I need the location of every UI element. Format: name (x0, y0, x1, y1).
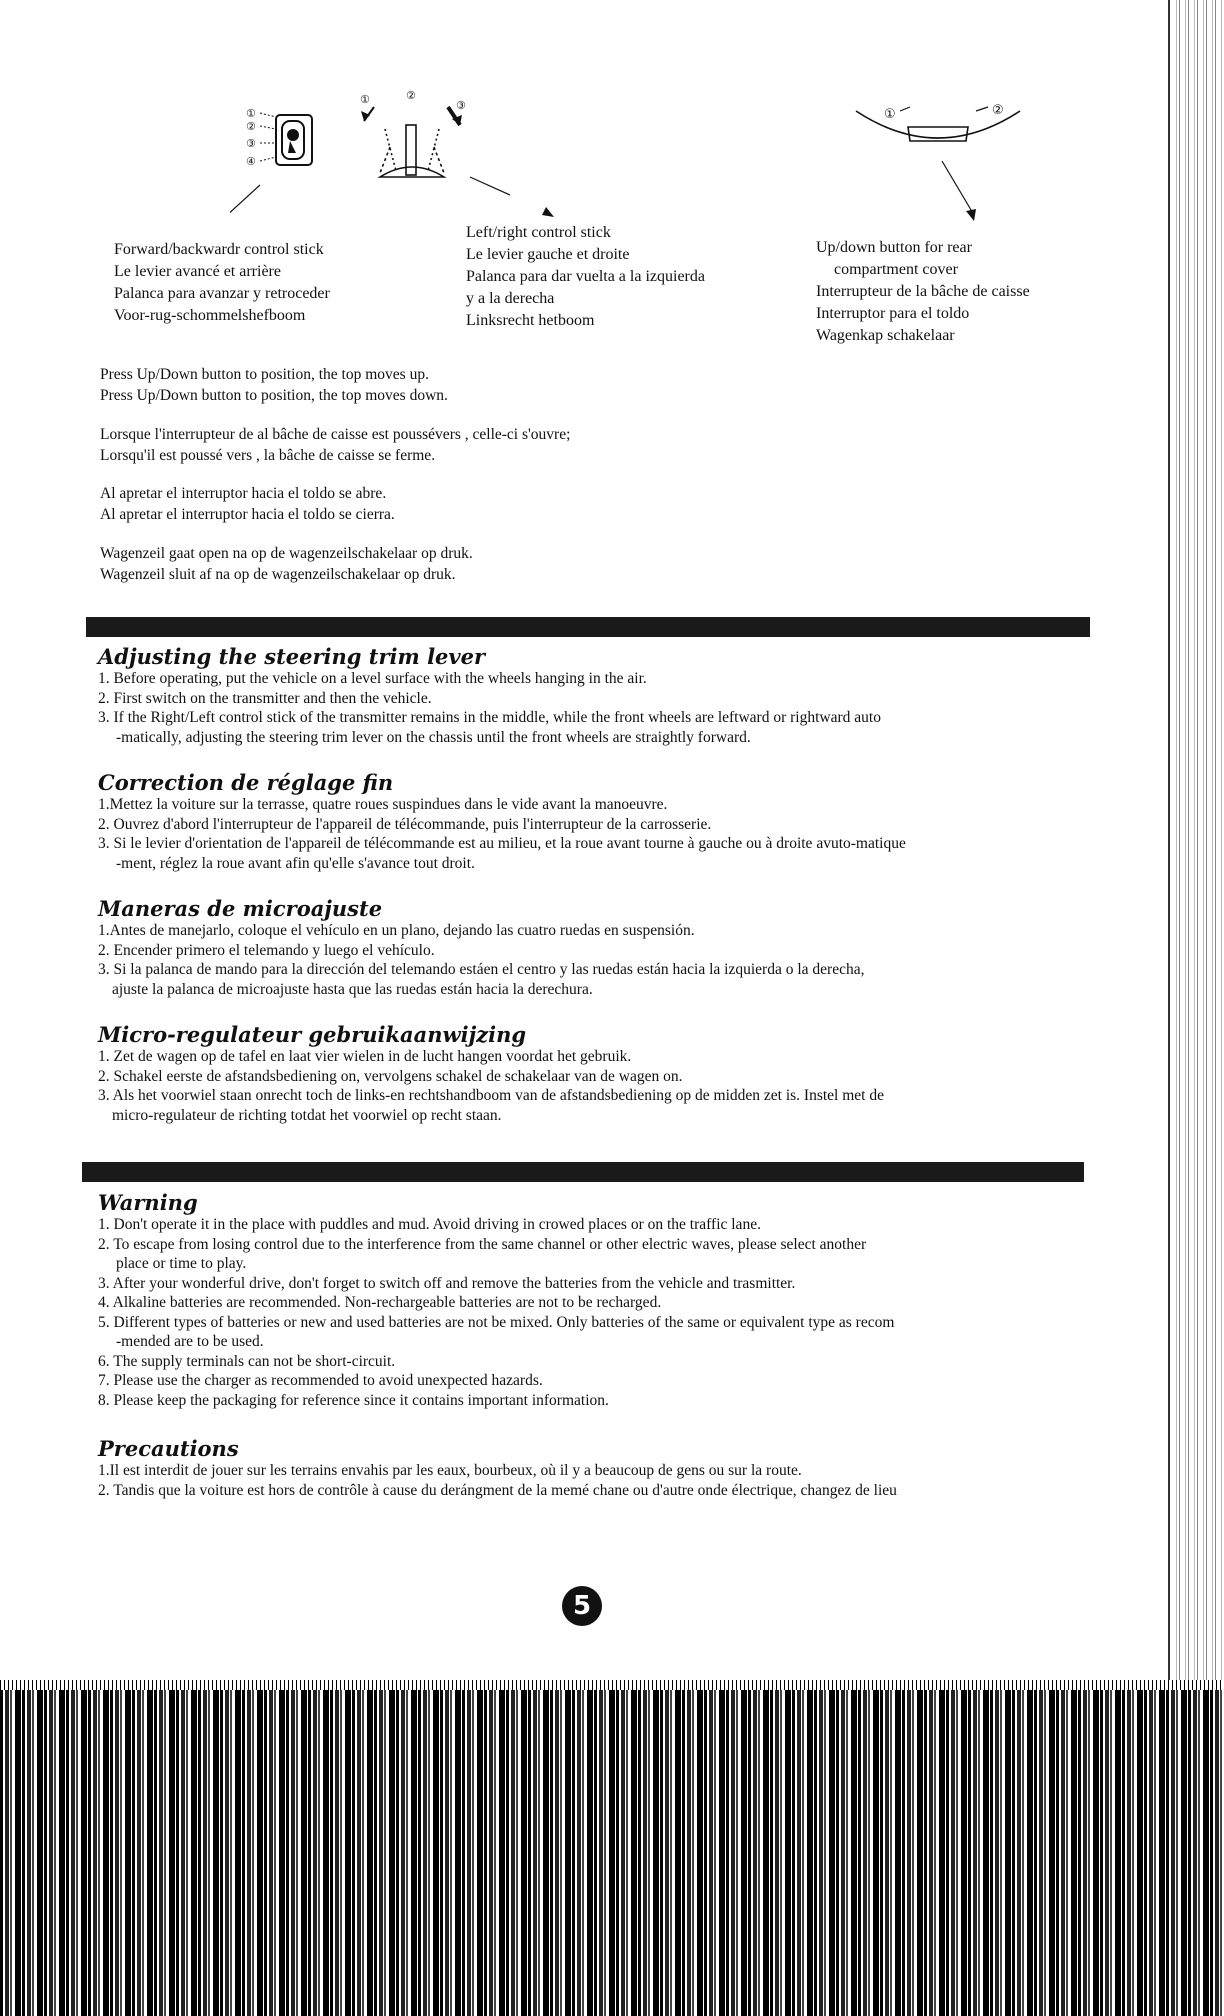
text-line: Wagenzeil gaat open na op de wagenzeilschakelaar op druk. (100, 545, 473, 562)
list-item: 3. Si la palanca de mando para la dirección del telemando estáen el centro y las ruedas están hacia la izquierda o la derecha, (98, 961, 865, 978)
instructions-en (100, 364, 448, 406)
trim-es-section (98, 896, 864, 999)
list-item: -mended are to be used. (116, 1333, 264, 1350)
list-item: micro-regulateur de richting totdat het voorwiel op recht staan. (112, 1106, 502, 1124)
list-item: 2. Ouvrez d'abord l'interrupteur de l'appareil de télécommande, puis l'interrupteur de la carrosserie. (98, 815, 712, 833)
section-heading: Warning (98, 1190, 198, 1215)
svg-text:③: ③ (456, 99, 466, 112)
list-item: ajuste la palanca de microajuste hasta que las ruedas están hacia la derechura. (112, 980, 593, 998)
list-item: 2. First switch on the transmitter and then the vehicle. (98, 689, 432, 707)
svg-text:①: ① (884, 107, 896, 122)
text-line: y a la derecha (466, 290, 555, 307)
list-item: 2. Encender primero el telemando y luego el vehículo. (98, 941, 435, 959)
list-item: 6. The supply terminals can not be short-circuit. (98, 1352, 396, 1370)
section-heading: Precautions (98, 1436, 239, 1461)
list-item: 4. Alkaline batteries are recommended. Non-rechargeable batteries are not to be recharged. (98, 1294, 662, 1311)
list-item: 1. Don't operate it in the place with puddles and mud. Avoid driving in crowed places or on the traffic lane. (98, 1216, 761, 1233)
list-item: 5. Different types of batteries or new and used batteries are not be mixed. Only batteries of the same or equivalent type as recom (98, 1313, 895, 1331)
controller-illustration (230, 85, 510, 235)
text-line: Voor-rug-schommelshefboom (114, 307, 306, 324)
text-line: compartment cover (834, 261, 958, 278)
text-line: Press Up/Down button to position, the top moves up. (100, 366, 429, 383)
instructions-fr (100, 424, 570, 466)
instructions-es (100, 483, 395, 525)
svg-text:②: ② (406, 89, 416, 102)
section-divider (86, 617, 1090, 637)
list-item: -ment, réglez la roue avant afin qu'elle s'avance tout droit. (116, 854, 475, 872)
list-item: 3. Si le levier d'orientation de l'appareil de télécommande est au milieu, et la roue avant tourne à gauche ou à droite avuto-matique (98, 835, 906, 852)
list-item: 3. After your wonderful drive, don't forget to switch off and remove the batteries from the vehicle and trasmitter. (98, 1274, 796, 1292)
updown-button-illustration (848, 95, 1028, 230)
svg-text:①: ① (360, 93, 370, 106)
list-item: 2. To escape from losing control due to the interference from the same channel or other electric waves, please select another (98, 1235, 867, 1253)
section-divider (82, 1162, 1084, 1182)
scan-edge-line (1168, 0, 1170, 1700)
list-item: -matically, adjusting the steering trim lever on the chassis until the front wheels are straightly forward. (116, 728, 751, 746)
warning-section (98, 1190, 894, 1410)
page-number: 5 (562, 1586, 602, 1626)
precautions-section (98, 1436, 897, 1500)
text-line: Interruptor para el toldo (816, 305, 970, 322)
section-heading: Maneras de microajuste (98, 896, 383, 921)
lr-stick-label (466, 222, 705, 332)
list-item: 1.Il est interdit de jouer sur les terrains envahis par les eaux, bourbeux, où il y a beaucoup de gens ou sur la route. (98, 1462, 802, 1479)
trim-fr-section (98, 770, 906, 873)
text-line: Up/down button for rear (816, 239, 972, 256)
updown-button-label (816, 237, 1030, 347)
list-item: place or time to play. (116, 1255, 247, 1272)
section-heading: Correction de réglage fin (98, 770, 394, 795)
text-line: Forward/backwardr control stick (114, 241, 324, 258)
text-line: Left/right control stick (466, 224, 611, 241)
list-item: 3. Als het voorwiel staan onrecht toch de links-en rechtshandboom van de afstandsbediening op de midden zet is. Instel met de (98, 1087, 884, 1104)
list-item: 7. Please use the charger as recommended to avoid unexpected hazards. (98, 1372, 543, 1389)
list-item: 2. Tandis que la voiture est hors de contrôle à cause du derángment de la memé chane ou d'autre onde électrique, changez de lieu (98, 1481, 897, 1499)
text-line: Wagenzeil sluit af na op de wagenzeilschakelaar op druk. (100, 566, 456, 583)
svg-text:①: ① (246, 107, 256, 120)
trim-nl-section (98, 1022, 884, 1125)
list-item: 1.Mettez la voiture sur la terrasse, quatre roues suspindues dans le vide avant la manoeuvre. (98, 796, 668, 813)
text-line: Al apretar el interruptor hacia el toldo se cierra. (100, 506, 395, 523)
text-line: Le levier avancé et arrière (114, 263, 281, 280)
fb-stick-label (114, 239, 330, 327)
text-line: Palanca para dar vuelta a la izquierda (466, 268, 705, 285)
section-heading: Adjusting the steering trim lever (98, 644, 486, 669)
text-line: Palanca para avanzar y retroceder (114, 285, 330, 302)
text-line: Linksrecht hetboom (466, 312, 595, 329)
text-line: Lorsqu'il est poussé vers , la bâche de caisse se ferme. (100, 447, 436, 464)
trim-en-section (98, 644, 881, 747)
svg-text:②: ② (992, 103, 1004, 118)
text-line: Wagenkap schakelaar (816, 327, 955, 344)
svg-text:④: ④ (246, 155, 256, 168)
scan-noise-footer (0, 1690, 1224, 2016)
text-line: Interrupteur de la bâche de caisse (816, 283, 1030, 300)
list-item: 1.Antes de manejarlo, coloque el vehículo en un plano, dejando las cuatro ruedas en suspensión. (98, 922, 695, 939)
text-line: Al apretar el interruptor hacia el toldo se abre. (100, 485, 387, 502)
list-item: 1. Before operating, put the vehicle on a level surface with the wheels hanging in the air. (98, 670, 647, 687)
list-item: 8. Please keep the packaging for reference since it contains important information. (98, 1391, 609, 1409)
section-heading: Micro-regulateur gebruikaanwijzing (98, 1022, 527, 1047)
list-item: 3. If the Right/Left control stick of the transmitter remains in the middle, while the front wheels are leftward or rightward auto (98, 709, 881, 726)
text-line: Le levier gauche et droite (466, 246, 630, 263)
svg-text:②: ② (246, 120, 256, 133)
svg-text:③: ③ (246, 137, 256, 150)
text-line: Lorsque l'interrupteur de al bâche de caisse est poussévers , celle-ci s'ouvre; (100, 426, 571, 443)
list-item: 1. Zet de wagen op de tafel en laat vier wielen in de lucht hangen voordat het gebruik. (98, 1048, 632, 1065)
instructions-nl (100, 543, 473, 585)
list-item: 2. Schakel eerste de afstandsbediening on, vervolgens schakel de schakelaar van de wagen on. (98, 1067, 683, 1085)
text-line: Press Up/Down button to position, the top moves down. (100, 387, 448, 404)
